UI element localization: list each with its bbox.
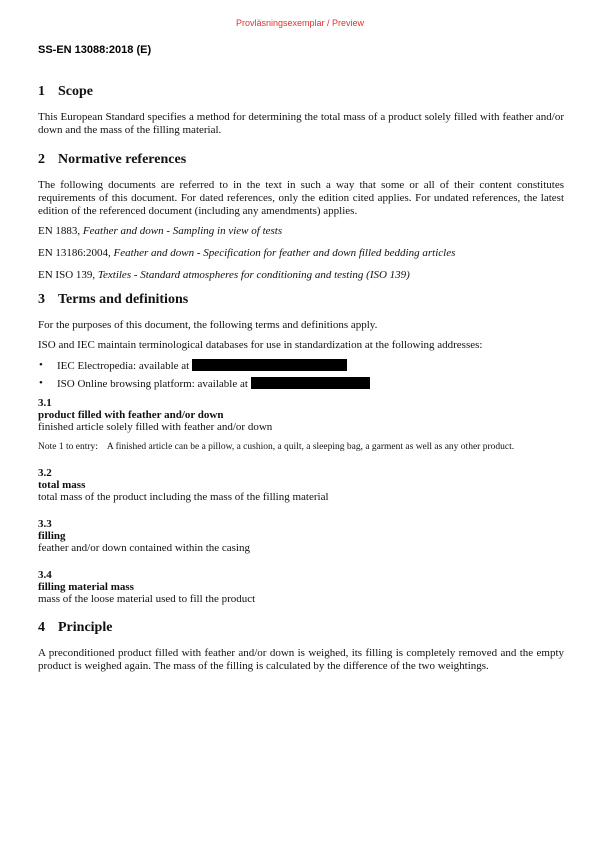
term-note: Note 1 to entry: A finished article can be a pillow, a cushion, a quilt, a sleeping bag, a garment as well as any other product. xyxy=(38,442,515,452)
database-list xyxy=(38,359,564,391)
scope-text: This European Standard specifies a method for determining the total mass of a product solely filled with feather and/or down and the mass of the filling material. xyxy=(38,111,564,136)
reference-item: EN 13186:2004, Feather and down - Specification for feather and down filled bedding articles xyxy=(38,247,456,259)
term-entry: 3.1 product filled with feather and/or down finished article solely filled with feather and/or down xyxy=(38,397,273,433)
term-entry: 3.4 filling material mass mass of the loose material used to fill the product xyxy=(38,569,256,605)
terms-databases-text: ISO and IEC maintain terminological databases for use in standardization at the following addresses: xyxy=(38,339,483,351)
reference-item: EN ISO 139, Textiles - Standard atmospheres for conditioning and testing (ISO 139) xyxy=(38,269,410,281)
document-body xyxy=(38,84,564,680)
redacted-url xyxy=(192,359,347,371)
reference-item: EN 1883, Feather and down - Sampling in view of tests xyxy=(38,225,283,237)
terms-intro: For the purposes of this document, the following terms and definitions apply. xyxy=(38,319,378,331)
section-heading-principle: 4 Principle xyxy=(38,620,113,635)
preview-watermark: Provläsningsexemplar / Preview xyxy=(235,18,365,28)
section-heading-terms-definitions: 3 Terms and definitions xyxy=(38,292,189,307)
section-heading-normative-references: 2 Normative references xyxy=(38,152,187,167)
list-item: • IEC Electropedia: available at xyxy=(38,359,564,373)
principle-text: A preconditioned product filled with feather and/or down is weighed, its filling is completely removed and the empty product is weighed again. The mass of the filling is calculated by the difference of the two weightings. xyxy=(38,647,564,672)
redacted-url xyxy=(251,377,370,389)
section-heading-scope: 1 Scope xyxy=(38,84,93,99)
term-entry: 3.3 filling feather and/or down contained within the casing xyxy=(38,518,250,554)
term-entry: 3.2 total mass total mass of the product including the mass of the filling material xyxy=(38,467,329,503)
document-id: SS-EN 13088:2018 (E) xyxy=(38,44,152,56)
list-item: • ISO Online browsing platform: available at xyxy=(38,377,564,391)
normative-references-intro: The following documents are referred to in the text in such a way that some or all of their content constitutes requirements of this document. For dated references, only the edition cited applies. For undated references, the latest edition of the referenced document (including any amendments) applies. xyxy=(38,179,564,217)
